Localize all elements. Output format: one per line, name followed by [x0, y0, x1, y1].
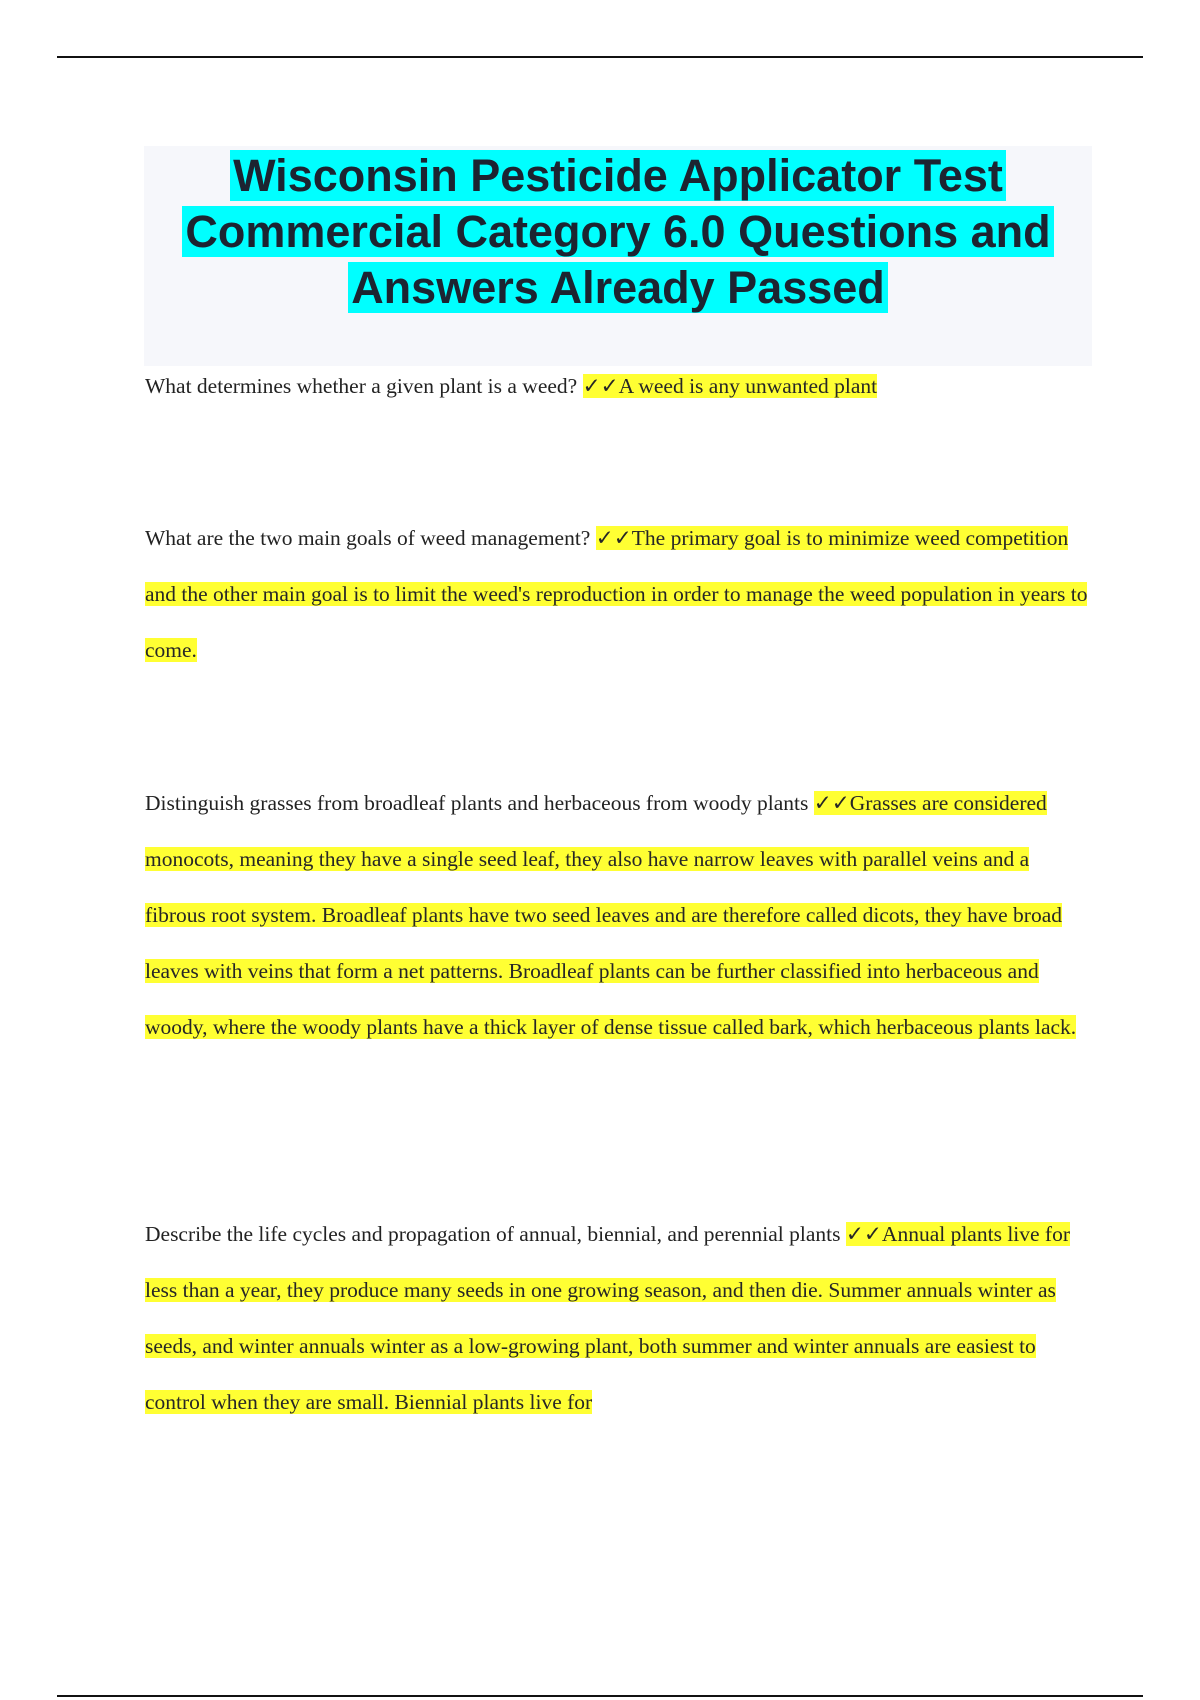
- answer-text: ✓✓A weed is any unwanted plant: [582, 374, 878, 398]
- answer-text: ✓✓Annual plants live for less than a year, they produce many seeds in one growing season, and then die. Summer annuals winter as seeds, and winter annuals winter as a low-growing plant, both summer and winter annuals are easiest to control when they are small. Biennial plants live for: [145, 1222, 1071, 1414]
- answer-text: ✓✓The primary goal is to minimize weed competition and the other main goal is to limit the weed's reproduction in order to manage the weed population in years to come.: [145, 526, 1088, 662]
- bottom-rule: [57, 1695, 1143, 1697]
- top-rule: [57, 56, 1143, 58]
- title-line-2: Commercial Category 6.0 Questions and: [144, 204, 1092, 260]
- question-text: What determines whether a given plant is a weed?: [145, 374, 578, 398]
- qa-item-weed-definition: [145, 358, 1095, 414]
- question-text: Describe the life cycles and propagation of annual, biennial, and perennial plants: [145, 1222, 841, 1246]
- qa-item-grasses-vs-broadleaf: [145, 775, 1095, 1055]
- answer-text: ✓✓Grasses are considered monocots, meaning they have a single seed leaf, they also have narrow leaves with parallel veins and a fibrous root system. Broadleaf plants have two seed leaves and are therefore called dicots, they have broad leaves with veins that form a net patterns. Broadleaf plants can be further classified into herbaceous and woody, where the woody plants have a thick layer of dense tissue called bark, which herbaceous plants lack.: [145, 791, 1077, 1039]
- title-line-3: Answers Already Passed: [144, 260, 1092, 316]
- qa-item-plant-life-cycles: [145, 1206, 1095, 1430]
- title-line-1: Wisconsin Pesticide Applicator Test: [144, 148, 1092, 204]
- question-text: Distinguish grasses from broadleaf plants and herbaceous from woody plants: [145, 791, 809, 815]
- question-text: What are the two main goals of weed management?: [145, 526, 591, 550]
- qa-item-weed-management-goals: [145, 510, 1095, 678]
- title-block: [144, 146, 1092, 366]
